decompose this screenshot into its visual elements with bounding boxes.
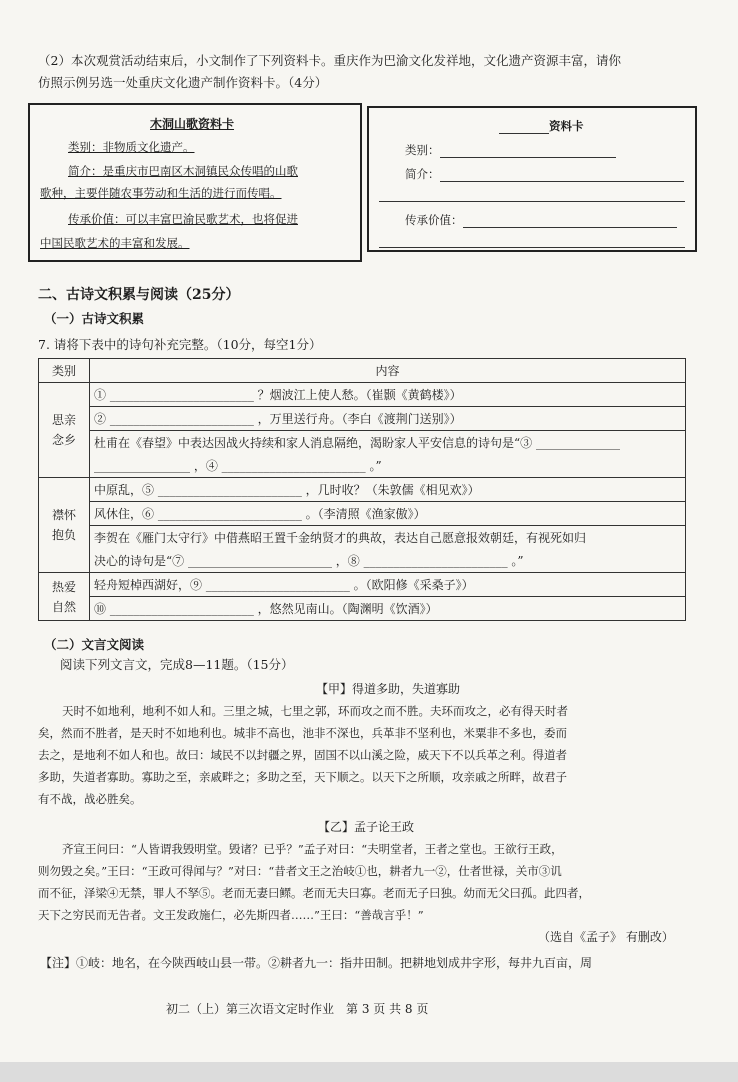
card-title: 木洞山歌资料卡 (150, 117, 235, 131)
passage-jia-title: 【甲】得道多助，失道寡助 (316, 682, 461, 696)
q7-instruction: 7. 请将下表中的诗句补充完整。（10分，每空1分） (38, 337, 322, 352)
category-ambition: 襟怀 抱负 (39, 478, 90, 573)
blank-value-line2 (379, 234, 685, 248)
category-homesick: 思亲 念乡 (39, 383, 90, 478)
q2-line2: 仿照示例另选一处重庆文化遗产制作资料卡。（4分） (38, 75, 328, 90)
card-category: 类别：非物质文化遗产。 (68, 140, 195, 154)
blank-category: 类别： (405, 142, 616, 158)
card-intro-1: 简介：是重庆市巴南区木洞镇民众传唱的山歌 (68, 164, 298, 178)
row-1: ① ________________________ ？烟波江上使人愁。（崔颢《黄鹤楼》） (90, 383, 686, 407)
passage-jia: 天时不如地利，地利不如人和。三里之城，七里之郭，环而攻之而不胜。夫环而攻之，必有得天时者 矣，然而不胜者，是天时不如地利也。城非不高也，池非不深也，兵革非不坚利也，米粟非不多也，委而 去之，是地利不如人和也。故曰：域民不以封疆之界，固国不以山溪之险，威天下不以兵革之利。得道者 多助，失道者寡助。寡助之至，亲戚畔之；多助之至，天下顺之。以天下之所顺，攻亲戚之所畔，故君子 有不战，战必胜矣。 (38, 704, 568, 806)
source-note: （选自《孟子》 有删改） (538, 930, 674, 944)
card-value-2: 中国民歌艺术的丰富和发展。 (40, 236, 190, 250)
poem-table (38, 358, 686, 621)
passage-yi-title: 【乙】孟子论王政 (318, 820, 415, 834)
header-content: 内容 (90, 359, 686, 383)
blank-resource-card (367, 106, 697, 252)
card-intro-2: 歌种，主要伴随农事劳动和生活的进行而传唱。 (40, 186, 282, 200)
subsection-1-title: （一）古诗文积累 (44, 311, 145, 326)
reading-instruction: 阅读下列文言文，完成8—11题。（15分） (60, 657, 294, 672)
row-3: 杜甫在《春望》中表达因战火持续和家人消息隔绝，渴盼家人平安信息的诗句是“③ ______________ (90, 431, 686, 455)
category-nature: 热爱 自然 (39, 573, 90, 621)
row-6: 风休住，⑥ ________________________ 。（李清照《渔家傲》） (90, 502, 686, 526)
blank-intro-line2 (379, 188, 685, 202)
row-4: ________________ ，④ ________________________ 。” (90, 454, 686, 478)
annotation: 【注】①岐：地名，在今陕西岐山县一带。②耕者九一：指井田制。把耕地划成井字形，每井九百亩，周 (40, 956, 593, 970)
row-9: 轻舟短棹西湖好，⑨ ________________________ 。（欧阳修《采桑子》） (90, 573, 686, 597)
blank-card-title: 资料卡 (499, 118, 584, 134)
blank-intro: 简介： (405, 166, 684, 182)
subsection-2-title: （二）文言文阅读 (44, 637, 145, 652)
row-10: ⑩ ________________________ ，悠然见南山。（陶渊明《饮酒》） (90, 597, 686, 621)
example-resource-card (28, 103, 362, 262)
row-2: ② ________________________ ，万里送行舟。（李白《渡荆门送别》） (90, 407, 686, 431)
section-2-title: 二、古诗文积累与阅读（25分） (38, 287, 240, 303)
header-category: 类别 (39, 359, 90, 383)
page-footer: 初二（上）第三次语文定时作业 第 3 页 共 8 页 (166, 1002, 429, 1016)
q2-line1: （2）本次观赏活动结束后，小文制作了下列资料卡。重庆作为巴渝文化发祥地，文化遗产资源丰富，请你 (38, 53, 621, 68)
blank-value: 传承价值： (405, 212, 677, 228)
passage-yi: 齐宣王问曰：“人皆谓我毁明堂。毁诸？已乎？”孟子对曰：“夫明堂者，王者之堂也。王欲行王政， 则勿毁之矣。”王曰：“王政可得闻与？”对曰：“昔者文王之治岐①也，耕者九一②，仕者世禄，关市③讥 而不征，泽梁④无禁，罪人不孥⑤。老而无妻曰鳏。老而无夫曰寡。老而无子曰独。幼而无父曰孤。此四者， 天下之穷民而无告者。文王发政施仁，必先斯四者……”王曰：“善哉言乎！” (38, 842, 590, 922)
card-value-1: 传承价值：可以丰富巴渝民歌艺术，也将促进 (68, 212, 298, 226)
row-5: 中原乱，⑤ ________________________ ，几时收？（朱敦儒《相见欢》） (90, 478, 686, 502)
row-8: 决心的诗句是“⑦ ________________________ ，⑧ ________________________ 。” (90, 549, 686, 573)
row-7: 李贺在《雁门太守行》中借燕昭王置千金纳贤才的典故，表达自己愿意报效朝廷，有视死如归 (90, 526, 686, 550)
bottom-strip (0, 1062, 738, 1082)
